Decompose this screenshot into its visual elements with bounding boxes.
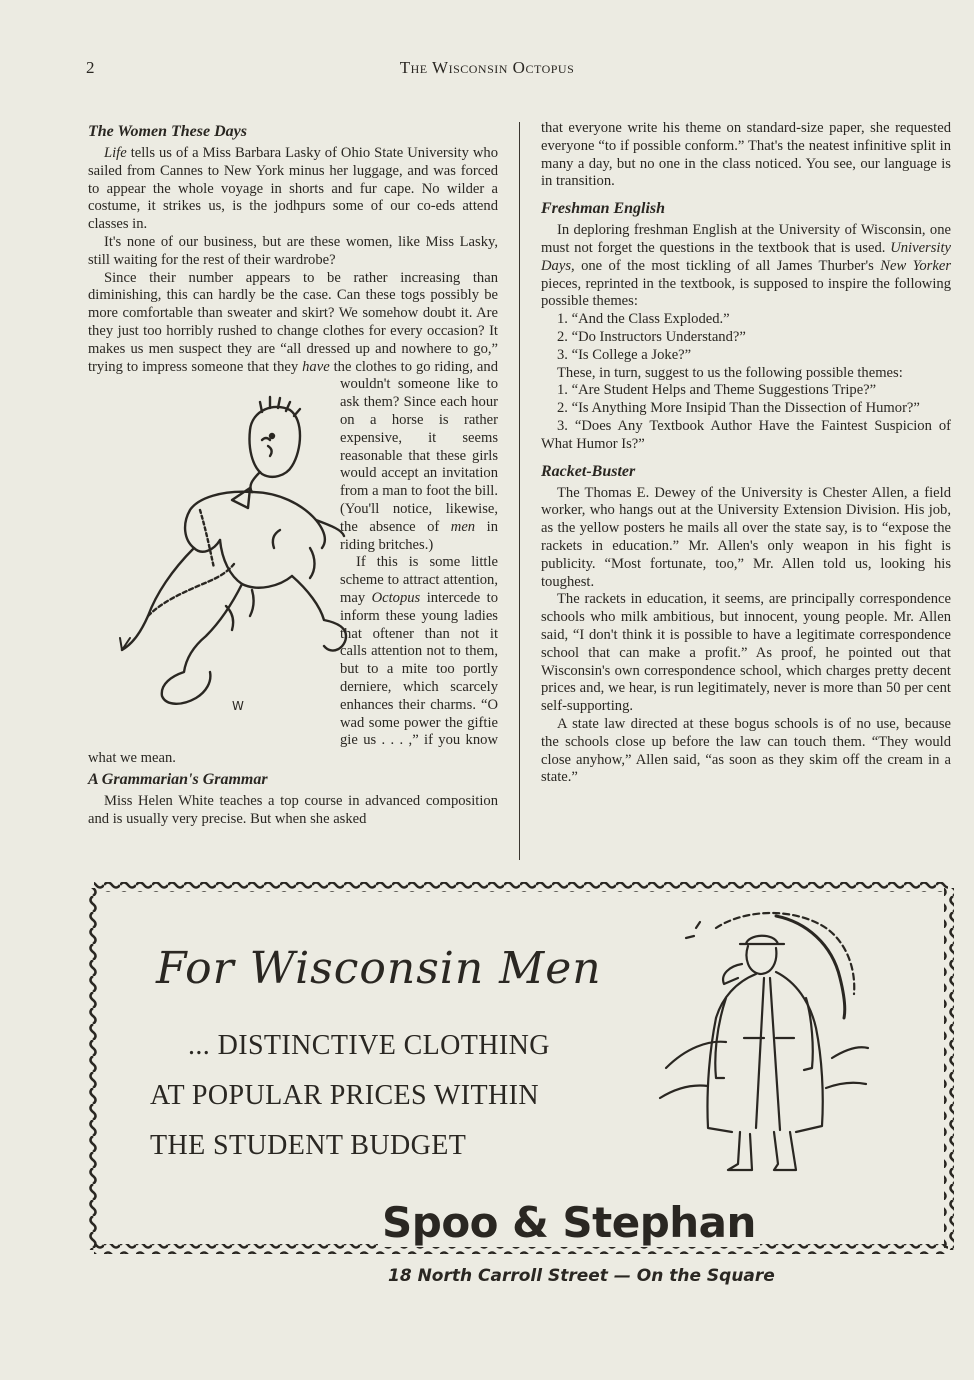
left-column xyxy=(88,120,498,828)
man-in-overcoat-illustration xyxy=(656,898,870,1188)
ad-brand-name: Spoo & Stephan xyxy=(378,1198,760,1247)
grammar-continuation: that everyone write his theme on standard-size paper, she requested everyone “to if possible conform.” That's the neatest infinitive split in many a day, but no one in the class noticed. You see, our language is in transition. xyxy=(541,120,951,190)
racket-paragraph-3: A state law directed at these bogus schools is of no use, because the schools close up before the law can touch them. “They would close anyhow,” Allen said, “as soon as they skim off the cream in a state.” xyxy=(541,715,951,786)
right-column xyxy=(541,120,951,787)
column-divider xyxy=(519,122,520,860)
list-item: 3. “Does Any Textbook Author Have the Faintest Suspicion of What Humor Is?” xyxy=(541,417,951,452)
running-head: The Wisconsin Octopus xyxy=(399,58,575,77)
list-item: 2. “Is Anything More Insipid Than the Dissection of Humor?” xyxy=(557,400,920,417)
life-magazine-title: Life xyxy=(104,145,127,161)
list-item: 1. “And the Class Exploded.” xyxy=(557,311,730,328)
grammar-heading: A Grammarian's Grammar xyxy=(88,770,268,788)
page-header xyxy=(0,58,974,80)
spoo-stephan-advertisement xyxy=(88,880,954,1300)
racket-paragraph-2: The rackets in education, it seems, are principally correspondence schools who milk ambitious, but innocent, young people. Mr. Allen said, “I don't think it is possible to have a legitimate correspondence school that can make a profit.” As proof, he pointed out that Wisconsin's own correspondence school, which charges pretty decent prices and, we hear, is run legitimately, never is more than 50 per cent self-supporting. xyxy=(541,591,951,715)
ad-line-1: ... DISTINCTIVE CLOTHING xyxy=(188,1030,550,1061)
freshman-paragraph-2: These, in turn, suggest to us the following possible themes: xyxy=(557,364,903,381)
women-paragraph-2: It's none of our business, but are these women, like Miss Lasky, still waiting for the rest of their wardrobe? xyxy=(88,233,498,268)
ad-line-3: THE STUDENT BUDGET xyxy=(150,1130,467,1161)
freshman-heading: Freshman English xyxy=(541,200,666,218)
women-heading: The Women These Days xyxy=(88,123,247,140)
theme-list-b xyxy=(541,382,951,453)
racket-heading: Racket-Buster xyxy=(541,462,636,480)
ad-headline: For Wisconsin Men xyxy=(156,943,602,994)
ad-line-2: AT POPULAR PRICES WITHIN xyxy=(150,1080,539,1111)
freshman-paragraph-1: In deploring freshman English at the University of Wisconsin, one must not forget the questions in the textbook that is used. University Days, one of the most tickling of all James Thurber's New Yorker pieces, reprinted in the textbook, is supposed to inspire the following possible themes: xyxy=(541,222,951,310)
racket-paragraph-1: The Thomas E. Dewey of the University is Chester Allen, a field worker, who hangs out at the University Extension Division. His job, as the yellow posters he mails all over the state say, is to “expose the rackets in education.” Mr. Allen's only weapon in his fight is publicity. “Most fortunate, too,” Mr. Allen told us, looking his toughest. xyxy=(541,484,951,590)
grammar-paragraph-1: Miss Helen White teaches a top course in advanced composition and is usually very precise. But when she asked xyxy=(88,792,498,827)
cartoon-signature: W xyxy=(232,699,244,714)
page-number: 2 xyxy=(86,58,95,77)
ad-address: 18 North Carroll Street — On the Square xyxy=(388,1266,775,1286)
running-man-illustration xyxy=(102,380,348,746)
women-paragraph-3: Since their number appears to be rather increasing than diminishing, this can hardly be the case. Can these togs possibly be more comfortable than sweater and skirt? We somehow doubt it. Are they just too horribly rushed to change clothes for every occasion? It makes us men suspect they are “all dressed up and nowhere to go,” trying to impress someone that they W have the clothes to go riding, and wouldn't someone like to ask them? Since each hour on a horse is rather expensive, it seems reasonable that these girls would accept an invitation from a man to foot the bill. (You'll notice, likewise, the absence of men in riding britches.) xyxy=(88,270,498,555)
theme-list-a xyxy=(541,311,951,364)
cartoon-running-man xyxy=(86,380,332,746)
women-paragraph-1: Life tells us of a Miss Barbara Lasky of Ohio State University who sailed from Cannes to New York minus her luggage, and was forced to appear the whole voyage in shorts and fur cape. No wilder a costume, it strikes us, is the jodhpurs some of our co-eds attend classes in. xyxy=(88,145,498,233)
women-paragraph-4: If this is some little scheme to attract attention, may Octopus intercede to inform these young ladies that oftener than not it calls attention not to them, but to a mite too portly derniere, which scarcely enhances their charms. “O wad some power the giftie gie us . . . ,” if you know what we mean. xyxy=(88,554,498,767)
list-item: 3. “Is College a Joke?” xyxy=(557,346,692,363)
list-item: 1. “Are Student Helps and Theme Suggestions Tripe?” xyxy=(557,382,877,399)
list-item: 2. “Do Instructors Understand?” xyxy=(557,328,746,345)
